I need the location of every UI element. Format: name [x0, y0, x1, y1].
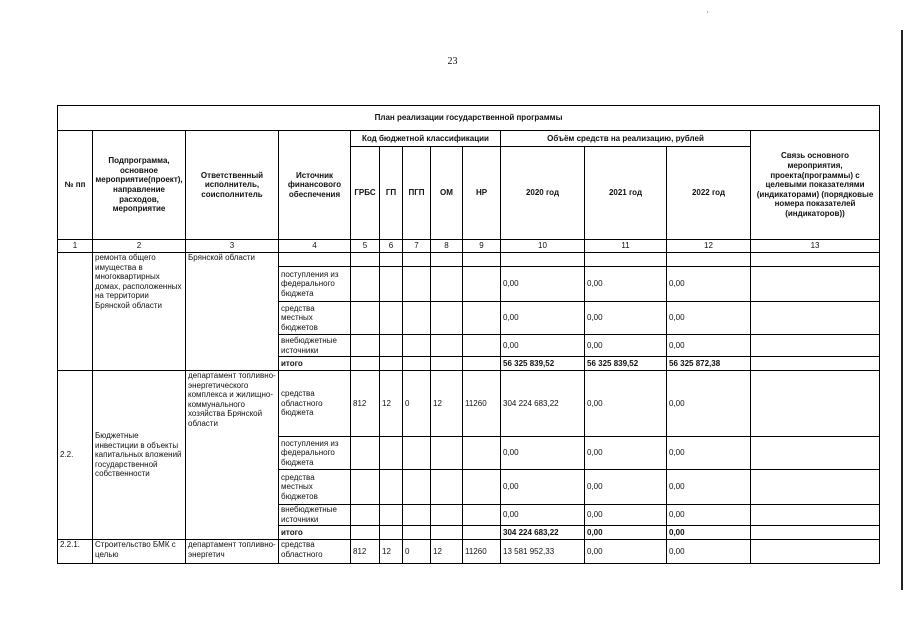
value-2022: 0,00	[667, 267, 751, 302]
measure-name: ремонта общего имущества в многоквартирных домах, расположенных на территории Брянской области	[93, 253, 186, 371]
header-gp: ГП	[380, 147, 403, 240]
source-cell: средства областного бюджета	[279, 371, 351, 437]
responsible-cell: Брянской области	[186, 253, 279, 371]
header-budget-code: Код бюджетной классификации	[351, 131, 501, 147]
col-number: 5	[351, 240, 380, 253]
value-2020: 0,00	[501, 505, 585, 526]
total-2020: 56 325 839,52	[501, 357, 585, 371]
table-title: План реализации государственной программы	[58, 106, 880, 131]
value-2021: 0,00	[585, 302, 667, 335]
source-total: итого	[279, 526, 351, 540]
measure-name: Бюджетные инвестиции в объекты капитальных вложений государственной собственности	[93, 371, 186, 540]
total-2021: 56 325 839,52	[585, 357, 667, 371]
column-numbers-row	[58, 240, 880, 253]
col-number: 10	[501, 240, 585, 253]
row-num-cell: 2.2.	[58, 371, 93, 540]
measure-name: Строительство БМК с целью	[93, 540, 186, 564]
header-2020: 2020 год	[501, 147, 585, 240]
link-cell	[751, 470, 880, 505]
value-2022: 0,00	[667, 302, 751, 335]
col-number: 7	[403, 240, 431, 253]
link-cell	[751, 526, 880, 540]
gp-cell: 12	[380, 371, 403, 437]
scan-mark: '	[707, 10, 709, 19]
header-grbs: ГРБС	[351, 147, 380, 240]
table-row	[58, 253, 880, 267]
source-cell: средства местных бюджетов	[279, 302, 351, 335]
value-2021: 0,00	[585, 505, 667, 526]
header-responsible: Ответственный исполнитель, соисполнитель	[186, 131, 279, 240]
source-cell: поступления из федерального бюджета	[279, 437, 351, 470]
header-subprogram: Подпрограмма, основное мероприятие(проект), направление расходов, мероприятие	[93, 131, 186, 240]
grbs-cell: 812	[351, 371, 380, 437]
table-title-row	[58, 106, 880, 131]
grbs-cell: 812	[351, 540, 380, 564]
source-total: итого	[279, 357, 351, 371]
link-cell	[751, 371, 880, 437]
header-row-1	[58, 131, 880, 147]
value-2022: 0,00	[667, 335, 751, 357]
link-cell	[751, 335, 880, 357]
page-number: 23	[447, 56, 458, 67]
value-2021: 0,00	[585, 335, 667, 357]
header-nr: НР	[463, 147, 501, 240]
value-2020: 0,00	[501, 302, 585, 335]
gp-cell: 12	[380, 540, 403, 564]
table-row	[58, 540, 880, 564]
header-num: № пп	[58, 131, 93, 240]
pgp-cell: 0	[403, 540, 431, 564]
responsible-cell: департамент топливно-энергетического комплекса и жилищно-коммунального хозяйства Брянской области	[186, 371, 279, 540]
om-cell: 12	[431, 371, 463, 437]
col-number: 9	[463, 240, 501, 253]
nr-cell: 11260	[463, 371, 501, 437]
value-2020: 13 581 952,33	[501, 540, 585, 564]
implementation-plan-table	[57, 105, 880, 564]
om-cell: 12	[431, 540, 463, 564]
value-2020: 0,00	[501, 470, 585, 505]
value-2022: 0,00	[667, 371, 751, 437]
link-cell	[751, 302, 880, 335]
total-2020: 304 224 683,22	[501, 526, 585, 540]
col-number: 12	[667, 240, 751, 253]
row-num-cell	[58, 253, 93, 371]
col-number: 4	[279, 240, 351, 253]
col-number: 1	[58, 240, 93, 253]
value-2021: 0,00	[585, 470, 667, 505]
value-2021: 0,00	[585, 267, 667, 302]
col-number: 6	[380, 240, 403, 253]
link-cell	[751, 357, 880, 371]
link-cell	[751, 437, 880, 470]
value-2020: 304 224 683,22	[501, 371, 585, 437]
nr-cell: 11260	[463, 540, 501, 564]
row-num-cell: 2.2.1.	[58, 540, 93, 564]
source-cell: средства областного	[279, 540, 351, 564]
col-number: 11	[585, 240, 667, 253]
value-2020: 0,00	[501, 335, 585, 357]
link-cell	[751, 540, 880, 564]
value-2021: 0,00	[585, 437, 667, 470]
col-number: 13	[751, 240, 880, 253]
value-2022: 0,00	[667, 540, 751, 564]
header-source: Источник финансового обеспечения	[279, 131, 351, 240]
col-number: 3	[186, 240, 279, 253]
header-pgp: ПГП	[403, 147, 431, 240]
value-2022: 0,00	[667, 437, 751, 470]
source-cell: внебюджетные источники	[279, 335, 351, 357]
value-2022: 0,00	[667, 505, 751, 526]
link-cell	[751, 505, 880, 526]
source-cell: средства местных бюджетов	[279, 470, 351, 505]
pgp-cell: 0	[403, 371, 431, 437]
total-2021: 0,00	[585, 526, 667, 540]
value-2021: 0,00	[585, 540, 667, 564]
source-cell: внебюджетные источники	[279, 505, 351, 526]
col-number: 8	[431, 240, 463, 253]
value-2020: 0,00	[501, 267, 585, 302]
table-row	[58, 371, 880, 437]
header-link: Связь основного мероприятия, проекта(программы) с целевыми показателями (индикаторами) (порядковые номера показателей (индикаторов))	[751, 131, 880, 240]
total-2022: 56 325 872,38	[667, 357, 751, 371]
header-om: ОМ	[431, 147, 463, 240]
source-cell: поступления из федерального бюджета	[279, 267, 351, 302]
value-2020: 0,00	[501, 437, 585, 470]
value-2021: 0,00	[585, 371, 667, 437]
header-2021: 2021 год	[585, 147, 667, 240]
header-2022: 2022 год	[667, 147, 751, 240]
link-cell	[751, 267, 880, 302]
total-2022: 0,00	[667, 526, 751, 540]
header-volume: Объём средств на реализацию, рублей	[501, 131, 751, 147]
scan-edge-line	[901, 30, 903, 590]
responsible-cell: департамент топливно-энергетич	[186, 540, 279, 564]
value-2022: 0,00	[667, 470, 751, 505]
col-number: 2	[93, 240, 186, 253]
